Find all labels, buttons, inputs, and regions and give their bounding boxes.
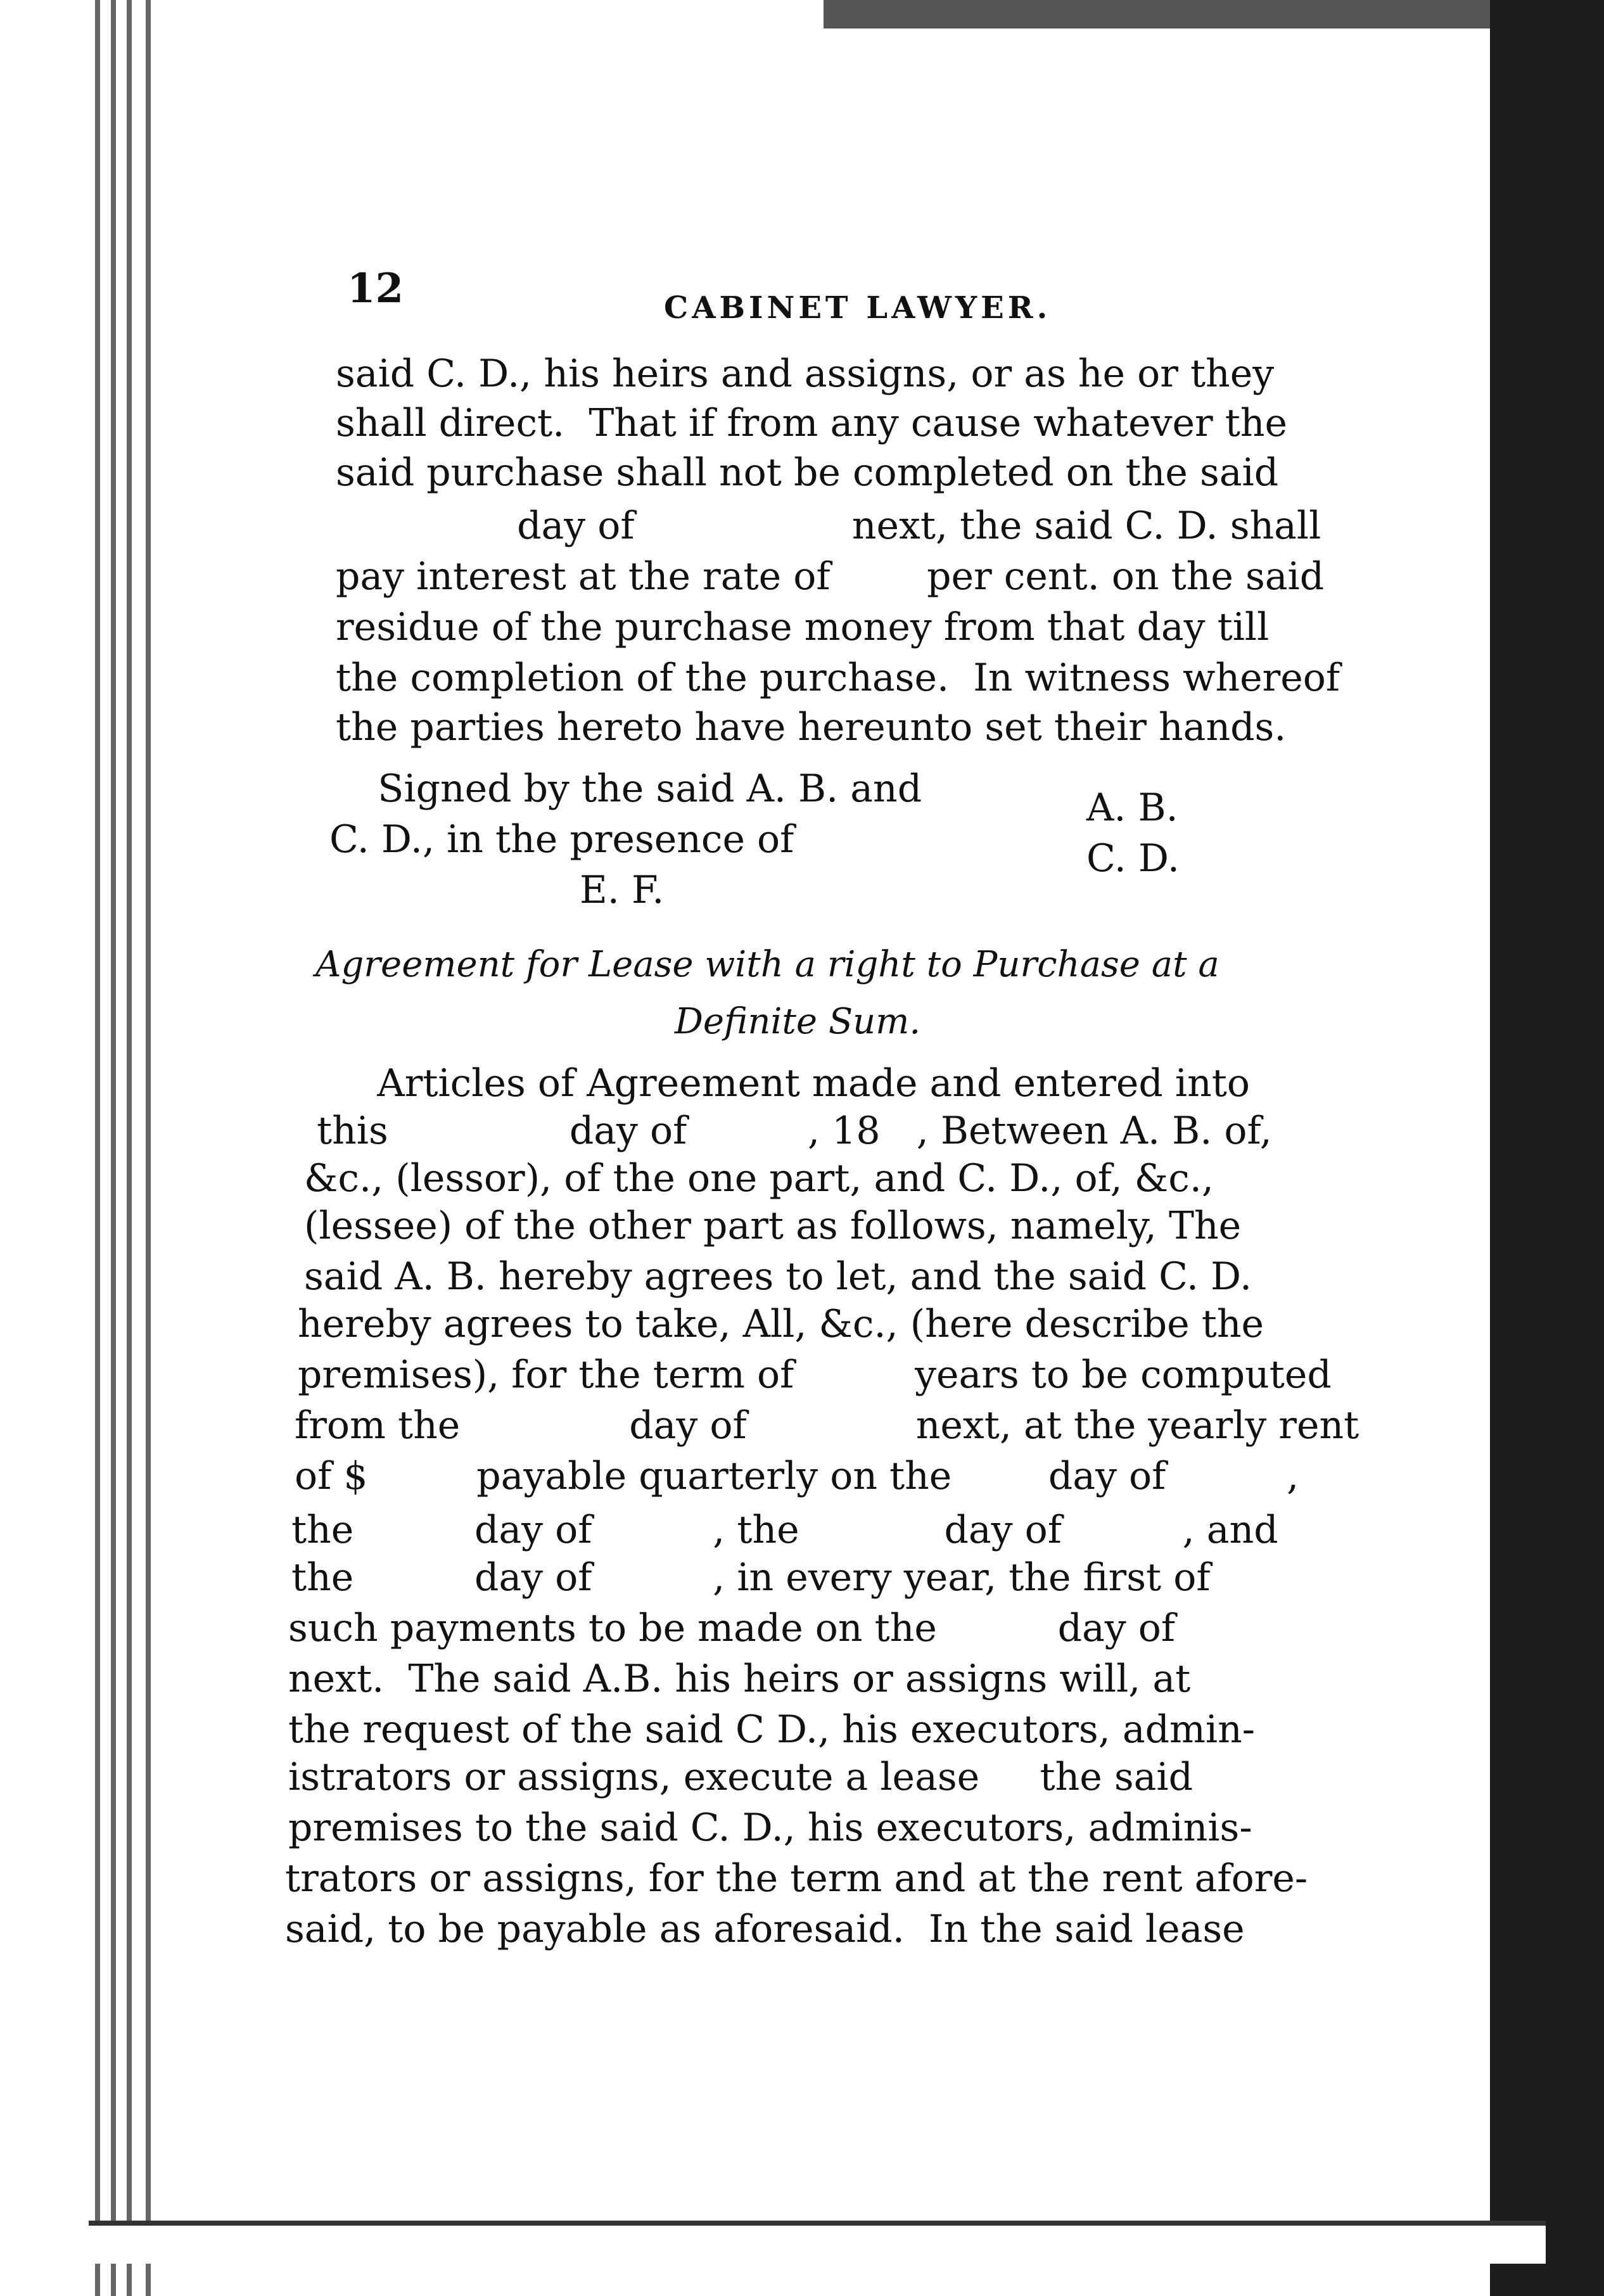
body-line: said C. D., his heirs and assigns, or as he or they	[336, 352, 1275, 396]
body-line: of $ payable quarterly on the day of ,	[295, 1454, 1299, 1498]
body-line: such payments to be made on the day of	[288, 1606, 1176, 1650]
body-line: day of next, the said C. D. shall	[336, 504, 1321, 548]
body-line: Articles of Agreement made and entered into	[317, 1061, 1250, 1106]
body-line: said, to be payable as aforesaid. In the said lease	[285, 1907, 1245, 1951]
page-edge	[111, 0, 116, 2296]
running-title: CABINET LAWYER.	[664, 290, 1052, 326]
body-line: the request of the said C D., his executors, admin-	[288, 1707, 1256, 1752]
body-line: said purchase shall not be completed on the said	[336, 450, 1279, 495]
signed-line: C. D., in the presence of	[329, 817, 794, 862]
body-line: the completion of the purchase. In witness whereof	[336, 656, 1340, 700]
witness-name: E. F.	[580, 868, 665, 912]
page-edge	[95, 0, 100, 2296]
body-line: this day of , 18 , Between A. B. of,	[317, 1109, 1272, 1153]
body-line: hereby agrees to take, All, &c., (here describe the	[298, 1302, 1264, 1346]
body-line: the day of , in every year, the first of	[291, 1555, 1211, 1600]
body-line: from the day of next, at the yearly rent	[295, 1403, 1359, 1448]
section-heading: Definite Sum.	[675, 1001, 921, 1042]
body-line: said A. B. hereby agrees to let, and the said C. D.	[304, 1254, 1252, 1299]
body-line: premises), for the term of years to be computed	[298, 1353, 1332, 1397]
body-line: istrators or assigns, execute a lease the said	[288, 1755, 1193, 1799]
party-signature: A. B.	[1086, 786, 1178, 830]
page-edge	[127, 0, 132, 2296]
section-heading: Agreement for Lease with a right to Purchase at a	[315, 944, 1219, 985]
signed-line: Signed by the said A. B. and	[329, 767, 922, 811]
bottom-page-edge	[89, 2221, 1546, 2264]
binding-shadow	[1490, 0, 1604, 2296]
page-edge	[146, 0, 151, 2296]
body-line: trators or assigns, for the term and at the rent afore-	[285, 1856, 1308, 1901]
body-line: next. The said A.B. his heirs or assigns will, at	[288, 1657, 1191, 1701]
body-line: &c., (lessor), of the one part, and C. D., of, &c.,	[304, 1156, 1214, 1201]
top-edge-shadow	[824, 0, 1604, 29]
body-line: shall direct. That if from any cause whatever the	[336, 401, 1288, 445]
body-line: pay interest at the rate of per cent. on the said	[336, 554, 1325, 599]
page-number: 12	[347, 265, 404, 312]
party-signature: C. D.	[1086, 836, 1180, 881]
body-line: (lessee) of the other part as follows, namely, The	[304, 1204, 1242, 1248]
body-line: the day of , the day of , and	[291, 1508, 1278, 1552]
body-line: the parties hereto have hereunto set their hands.	[336, 705, 1287, 749]
body-line: premises to the said C. D., his executors, adminis-	[288, 1806, 1252, 1850]
body-line: residue of the purchase money from that day till	[336, 605, 1270, 649]
